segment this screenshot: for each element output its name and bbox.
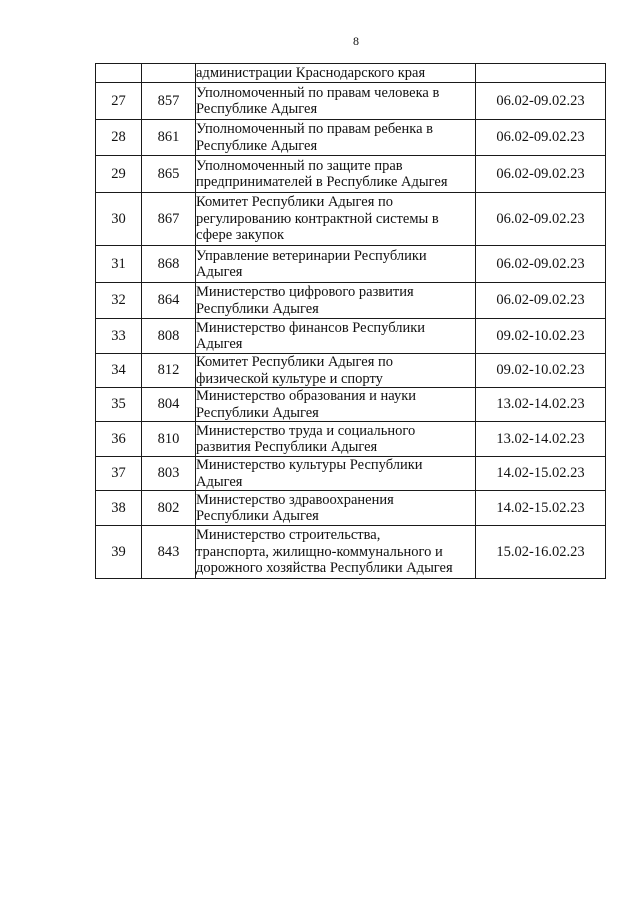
organization-line: Республики Адыгея — [196, 300, 319, 317]
row-organization — [196, 120, 476, 156]
row-number — [96, 64, 142, 83]
page-number: 8 — [353, 34, 359, 48]
organization-line: сфере закупок — [196, 227, 285, 244]
organization-line: администрации Краснодарского края — [196, 64, 426, 81]
row-organization — [196, 526, 476, 579]
organization-line: Уполномоченный по защите прав — [196, 157, 403, 174]
table-row — [96, 64, 606, 83]
row-organization — [196, 64, 476, 83]
organization-line: Министерство финансов Республики — [196, 319, 426, 336]
row-code: 802 — [142, 491, 196, 526]
row-organization — [196, 283, 476, 319]
table-row — [96, 193, 606, 246]
row-number: 35 — [96, 388, 142, 422]
row-organization — [196, 388, 476, 422]
row-number: 33 — [96, 319, 142, 354]
organization-line: Республики Адыгея — [196, 404, 319, 421]
row-organization — [196, 246, 476, 283]
organization-line: Адыгея — [196, 264, 243, 280]
row-number: 28 — [96, 120, 142, 156]
row-dates: 06.02-09.02.23 — [476, 283, 606, 319]
organization-line: Министерство строительства, — [196, 527, 381, 544]
table-row — [96, 156, 606, 193]
row-organization — [196, 457, 476, 491]
table-row — [96, 422, 606, 457]
row-code: 808 — [142, 319, 196, 354]
organization-line: Уполномоченный по правам ребенка в — [196, 121, 433, 137]
row-dates: 14.02-15.02.23 — [476, 457, 606, 491]
row-dates: 15.02-16.02.23 — [476, 526, 606, 579]
row-code: 868 — [142, 246, 196, 283]
organization-line: дорожного хозяйства Республики Адыгея — [196, 560, 453, 577]
row-code: 803 — [142, 457, 196, 491]
table-row — [96, 491, 606, 526]
organization-line: Министерство труда и социального — [196, 422, 416, 439]
row-dates — [476, 64, 606, 83]
row-code: 865 — [142, 156, 196, 193]
row-code: 812 — [142, 354, 196, 388]
row-dates: 06.02-09.02.23 — [476, 246, 606, 283]
organization-line: регулированию контрактной системы в — [196, 210, 439, 227]
row-dates: 13.02-14.02.23 — [476, 388, 606, 422]
table-row — [96, 526, 606, 579]
row-dates: 09.02-10.02.23 — [476, 354, 606, 388]
organization-line: транспорта, жилищно-коммунального и — [196, 543, 443, 560]
organization-line: Министерство цифрового развития — [196, 284, 414, 300]
row-dates: 06.02-09.02.23 — [476, 83, 606, 120]
row-dates: 06.02-09.02.23 — [476, 120, 606, 156]
row-code: 804 — [142, 388, 196, 422]
organization-line: предпринимателей в Республике Адыгея — [196, 174, 448, 190]
table-row — [96, 319, 606, 354]
row-number: 27 — [96, 83, 142, 120]
organization-line: Министерство здравоохранения — [196, 491, 394, 508]
organization-line: Министерство культуры Республики — [196, 457, 423, 473]
organization-line: Комитет Республики Адыгея по — [196, 354, 394, 370]
organization-line: физической культуре и спорту — [196, 370, 383, 387]
organization-line: Управление ветеринарии Республики — [196, 247, 427, 264]
table-row — [96, 388, 606, 422]
organization-line: Министерство образования и науки — [196, 388, 417, 404]
row-number: 34 — [96, 354, 142, 388]
table-row — [96, 246, 606, 283]
table-row — [96, 120, 606, 156]
row-code — [142, 64, 196, 83]
organization-line: Комитет Республики Адыгея по — [196, 194, 394, 211]
row-code: 867 — [142, 193, 196, 246]
row-organization — [196, 422, 476, 457]
row-number: 39 — [96, 526, 142, 579]
schedule-table — [95, 63, 606, 579]
table-row — [96, 83, 606, 120]
row-code: 810 — [142, 422, 196, 457]
table-row — [96, 457, 606, 491]
row-dates: 13.02-14.02.23 — [476, 422, 606, 457]
row-dates: 06.02-09.02.23 — [476, 156, 606, 193]
organization-line: Адыгея — [196, 473, 243, 490]
organization-line: развития Республики Адыгея — [196, 439, 378, 455]
row-organization — [196, 193, 476, 246]
row-dates: 14.02-15.02.23 — [476, 491, 606, 526]
row-number: 32 — [96, 283, 142, 319]
row-organization — [196, 354, 476, 388]
row-code: 864 — [142, 283, 196, 319]
row-number: 29 — [96, 156, 142, 193]
row-dates: 09.02-10.02.23 — [476, 319, 606, 354]
row-code: 843 — [142, 526, 196, 579]
organization-line: Адыгея — [196, 336, 243, 352]
row-number: 37 — [96, 457, 142, 491]
table-row — [96, 354, 606, 388]
row-dates: 06.02-09.02.23 — [476, 193, 606, 246]
row-number: 36 — [96, 422, 142, 457]
table-row — [96, 283, 606, 319]
organization-line: Республике Адыгея — [196, 101, 318, 117]
row-organization — [196, 83, 476, 120]
row-number: 30 — [96, 193, 142, 246]
row-organization — [196, 156, 476, 193]
row-code: 861 — [142, 120, 196, 156]
row-number: 38 — [96, 491, 142, 526]
row-organization — [196, 319, 476, 354]
organization-line: Республики Адыгея — [196, 508, 319, 524]
row-code: 857 — [142, 83, 196, 120]
row-number: 31 — [96, 246, 142, 283]
row-organization — [196, 491, 476, 526]
organization-line: Республике Адыгея — [196, 137, 318, 154]
organization-line: Уполномоченный по правам человека в — [196, 84, 440, 101]
